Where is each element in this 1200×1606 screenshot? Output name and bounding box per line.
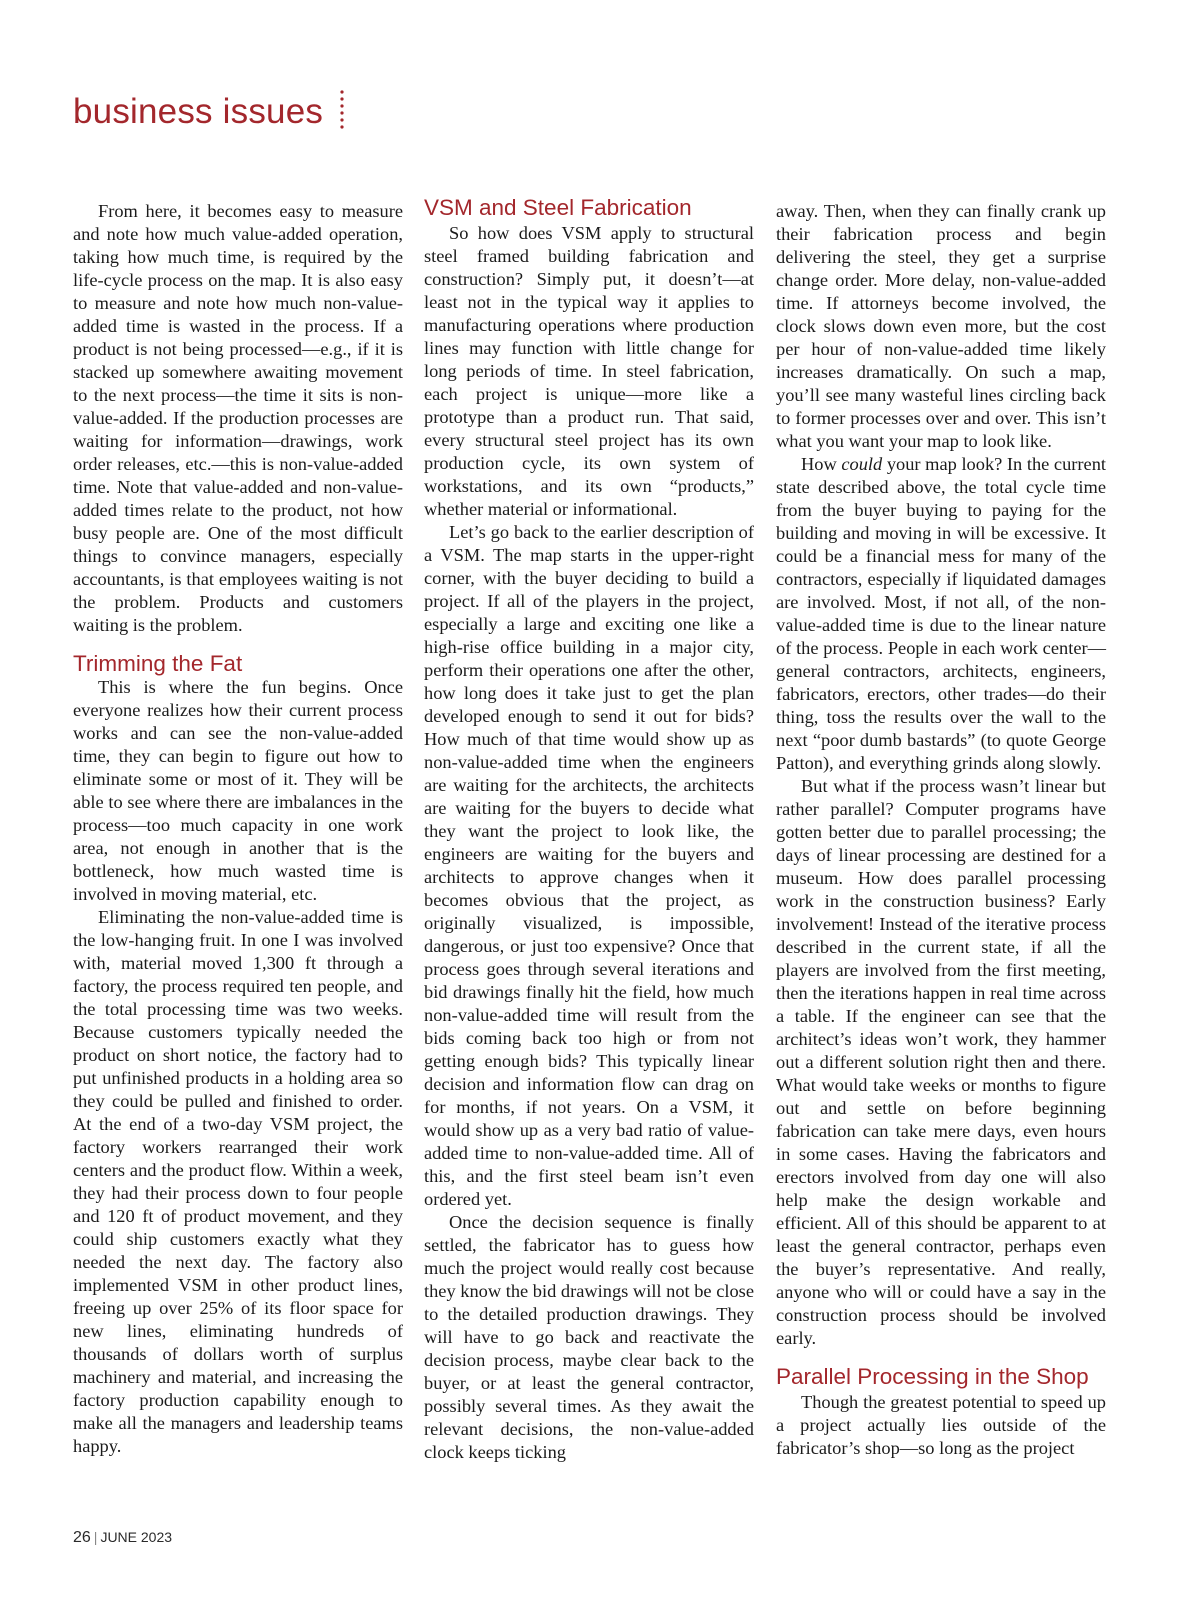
article-column-2 [424, 195, 754, 1464]
page-footer [73, 1529, 172, 1547]
paragraph: So how does VSM apply to structural steel framed building fabrication and construction? Simply put, it doesn’t—at least not in the typical way it applies to manufacturing operations where production lines may function with little change for long periods of time. In steel fabrication, each project is unique—more like a prototype than a product run. That said, every structural steel project has its own production cycle, its own system of workstations, and its own “products,” whether material or informational. [424, 223, 754, 519]
page-number: 26 [73, 1529, 91, 1546]
issue-date: JUNE 2023 [100, 1529, 173, 1545]
paragraph: But what if the process wasn’t linear but rather parallel? Computer programs have gotten better due to parallel processing; the days of linear processing are destined for a museum. How does parallel processing work in the construction business? Early involvement! Instead of the iterative process described in the current state, if all the players are involved from the first meeting, then the iterations happen in real time across a table. If the engineer can see that the architect’s ideas won’t work, they hammer out a different solution right then and there. What would take weeks or months to figure out and settle on before beginning fabrication can take mere days, even hours in some cases. Having the fabricators and erectors involved from day one will also help make the design workable and efficient. All of this should be apparent to at least the general contractor, perhaps even the buyer’s representative. And really, anyone who will or could have a say in the construction process should be involved early. [776, 776, 1106, 1348]
article-column-3 [776, 200, 1106, 1460]
paragraph: From here, it becomes easy to measure and note how much value-added operation, taking how much time, is required by the life-cycle process on the map. It is also easy to measure and note how much non-value-added time is wasted in the process. If a product is not being processed—e.g., if it is stacked up somewhere awaiting movement to the next process—the time it sits is non-value-added. If the production processes are waiting for information—drawings, work order releases, etc.—this is non-value-added time. Note that value-added and non-value-added times relate to the product, not how busy people are. One of the most difficult things to convince managers, especially accountants, is that employees waiting is not the problem. Products and customers waiting is the problem. [73, 201, 403, 635]
paragraph: away. Then, when they can finally crank up their fabrication process and begin delivering the steel, they get a surprise change order. More delay, non-value-added time. If attorneys become involved, the clock slows down even more, but the cost per hour of non-value-added time likely increases dramatically. On such a map, you’ll see many wasteful lines circling back to former processes over and over. This isn’t what you want your map to look like. [776, 201, 1106, 451]
paragraph: Though the greatest potential to speed up a project actually lies outside of the fabricator’s shop—so long as the project [776, 1392, 1106, 1458]
section-header [73, 86, 345, 136]
vertical-dots-icon [339, 89, 345, 133]
subheading-parallel-processing-in-the-shop: Parallel Processing in the Shop [776, 1364, 1089, 1389]
footer-separator: | [93, 1529, 98, 1545]
paragraph: Eliminating the non-value-added time is the low-hanging fruit. In one I was involved with, material moved 1,300 ft through a factory, the process required ten people, and the total processing time was two weeks. Because customers typically needed the product on short notice, the factory had to put unfinished products in a holding area so they could be pulled and finished to order. At the end of a two-day VSM project, the factory workers rearranged their work centers and the product flow. Within a week, they had their process down to four people and 120 ft of product movement, and they could ship customers exactly what they needed the next day. The factory also implemented VSM in other product lines, freeing up over 25% of its floor space for new lines, eliminating hundreds of thousands of dollars worth of surplus machinery and material, and increasing the factory production capability enough to make all the managers and leadership teams happy. [73, 907, 403, 1456]
paragraph: Once the decision sequence is finally settled, the fabricator has to guess how much the project would really cost because they know the bid drawings will not be close to the detailed production drawings. They will have to go back and reactivate the decision process, maybe clear back to the buyer, or at least the general contractor, possibly several times. As they await the relevant decisions, the non-value-added clock keeps ticking [424, 1212, 754, 1462]
section-title: business issues [73, 91, 324, 131]
article-column-1 [73, 200, 403, 1458]
paragraph: This is where the fun begins. Once everyone realizes how their current process works and can see the non-value-added time, they can begin to figure out how to eliminate some or most of it. They will be able to see where there are imbalances in the process—too much capacity in one work area, not enough in another that is the bottleneck, how much wasted time is involved in moving material, etc. [73, 677, 403, 904]
subheading-vsm-and-steel-fabrication: VSM and Steel Fabrication [424, 195, 692, 220]
paragraph: Let’s go back to the earlier description of a VSM. The map starts in the upper-right corner, with the buyer deciding to build a project. If all of the players in the project, especially a large and exciting one like a high-rise office building in a major city, perform their operations one after the other, how long does it take just to get the plan developed enough to send it out for bids? How much of that time would show up as non-value-added time when the engineers are waiting for the architects, the architects are waiting for the buyers to decide what they want the project to look like, the engineers are waiting for the buyers and architects to approve changes when it becomes obvious that the project, as originally visualized, is impossible, dangerous, or just too expensive? Once that process goes through several iterations and bid drawings finally hit the field, how much non-value-added time will result from the bids coming back too high or from not getting enough bids? This typically linear decision and information flow can drag on for months, if not years. On a VSM, it would show up as a very bad ratio of value-added time to non-value-added time. All of this, and the first steel beam isn’t even ordered yet. [424, 522, 754, 1209]
paragraph: How could your map look? In the current state described above, the total cycle time from the buyer buying to paying for the building and moving in will be excessive. It could be a financial mess for many of the contractors, especially if liquidated damages are involved. Most, if not all, of the non-value-added time is due to the linear nature of the process. People in each work center—general contractors, architects, engineers, fabricators, erectors, other trades—do their thing, toss the results over the wall to the next “poor dumb bastards” (to quote George Patton), and everything grinds along slowly. [776, 454, 1106, 773]
subheading-trimming-the-fat: Trimming the Fat [73, 651, 243, 676]
